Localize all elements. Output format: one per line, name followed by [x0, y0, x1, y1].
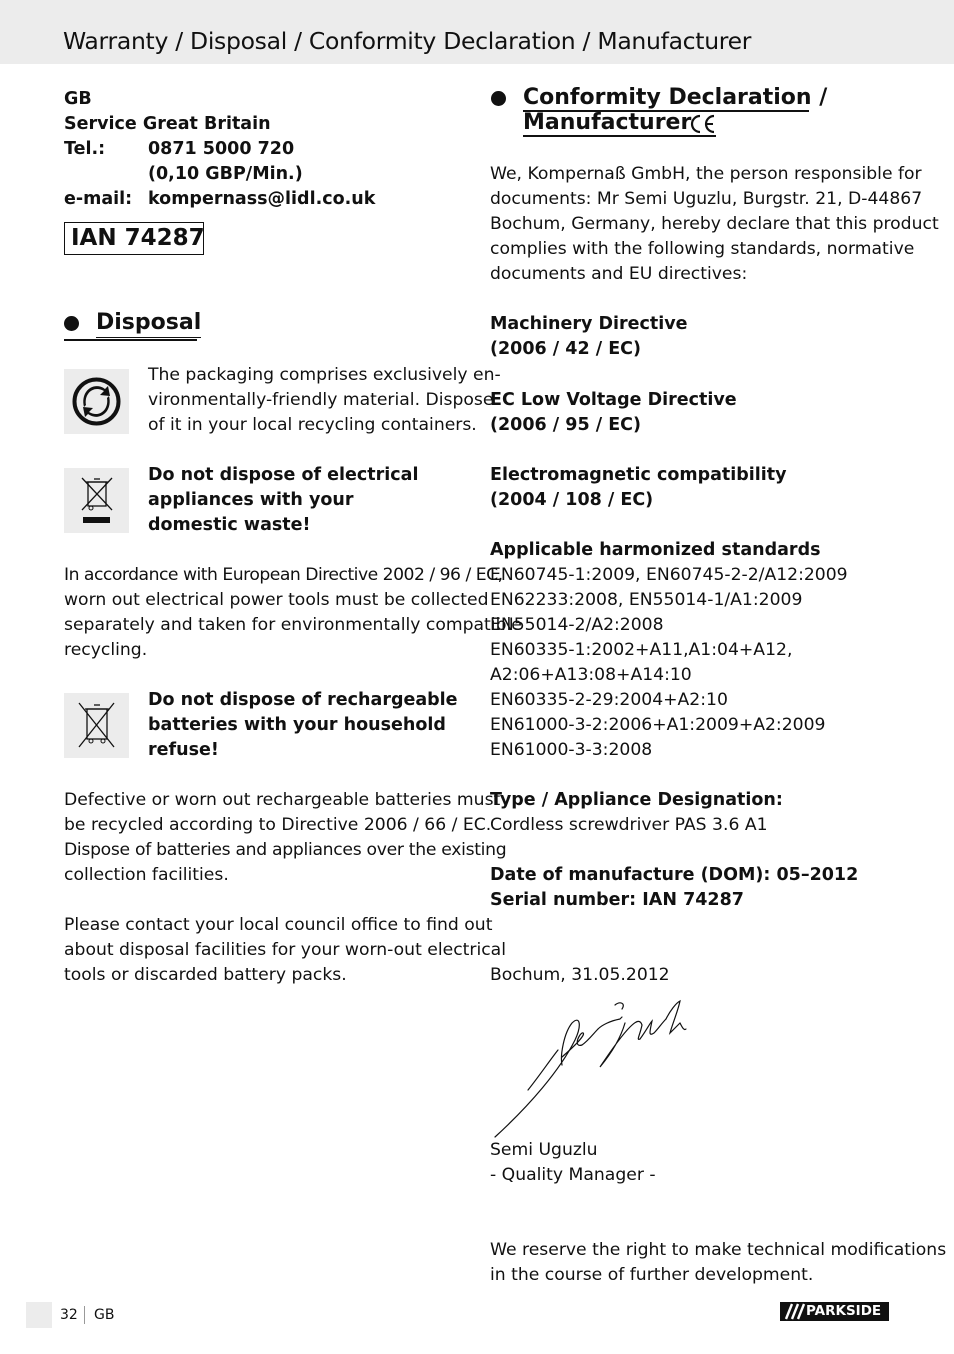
intro-line-4: complies with the following standards, normative — [490, 239, 915, 259]
council-para-line-3: tools or discarded battery packs. — [64, 965, 347, 985]
emc-directive: Electromagnetic compatibility — [490, 465, 787, 485]
parkside-logo-text: PARKSIDE — [806, 1303, 882, 1319]
batteries-para-line-3: Dispose of batteries and appliances over the existing — [64, 840, 507, 860]
standard-line-2: EN62233:2008, EN55014-1/A1:2009 — [490, 590, 803, 610]
council-para-line-2: about disposal facilities for your worn-out electrical — [64, 940, 506, 960]
standard-line-7: EN61000-3-2:2006+A1:2009+A2:2009 — [490, 715, 826, 735]
batteries-para-line-2: be recycled according to Directive 2006 / 66 / EC. — [64, 815, 492, 835]
bullet-icon — [64, 316, 79, 331]
signer-name: Semi Uguzlu — [490, 1140, 598, 1160]
packaging-line-3: of it in your local recycling containers. — [148, 415, 477, 435]
warn-batteries-line-3: refuse! — [148, 740, 219, 760]
tel-value: 0871 5000 720 — [148, 139, 295, 159]
warn-electrical-line-1: Do not dispose of electrical — [148, 465, 419, 485]
intro-line-3: Bochum, Germany, hereby declare that this product — [490, 214, 939, 234]
tel-label: Tel.: — [64, 139, 106, 159]
recycling-icon-box — [64, 369, 129, 434]
warn-electrical-line-2: appliances with your — [148, 490, 354, 510]
disposal-heading-underline — [64, 339, 197, 341]
standard-line-6: EN60335-2-29:2004+A2:10 — [490, 690, 728, 710]
standards-title: Applicable harmonized standards — [490, 540, 821, 560]
conformity-heading-line-2: Manufacturer — [523, 110, 692, 135]
email-label: e-mail: — [64, 189, 133, 209]
reserve-line-1: We reserve the right to make technical modifications — [490, 1240, 947, 1260]
service-country: GB — [64, 89, 92, 109]
packaging-line-2: vironmentally-friendly material. Dispose — [148, 390, 494, 410]
batteries-para-line-1: Defective or worn out rechargeable batteries must — [64, 790, 501, 810]
footer-divider — [84, 1306, 85, 1324]
ce-mark-icon — [688, 113, 718, 139]
machinery-directive-code: (2006 / 42 / EC) — [490, 339, 642, 359]
electrical-para-line-2: worn out electrical power tools must be collected — [64, 590, 489, 610]
standard-line-3: EN55014-2/A2:2008 — [490, 615, 664, 635]
disposal-heading: Disposal — [96, 310, 201, 338]
standard-line-4: EN60335-1:2002+A11,A1:04+A12, — [490, 640, 793, 660]
tel-rate: (0,10 GBP/Min.) — [148, 164, 303, 184]
service-name: Service Great Britain — [64, 114, 271, 134]
battery-weee-icon-box — [64, 693, 129, 758]
council-para-line-1: Please contact your local council office to find out — [64, 915, 493, 935]
electrical-para-line-3: separately and taken for environmentally compatible — [64, 615, 522, 635]
low-voltage-directive-code: (2006 / 95 / EC) — [490, 415, 642, 435]
packaging-line-1: The packaging comprises exclusively en- — [148, 365, 501, 385]
footer-marker — [26, 1302, 52, 1328]
batteries-para-line-4: collection facilities. — [64, 865, 229, 885]
reserve-line-2: in the course of further development. — [490, 1265, 814, 1285]
intro-line-5: documents and EU directives: — [490, 264, 748, 284]
standard-line-8: EN61000-3-3:2008 — [490, 740, 653, 760]
serial-number: Serial number: IAN 74287 — [490, 890, 744, 910]
ian-number: IAN 74287 — [71, 225, 205, 251]
conformity-heading-line-1: Conformity Declaration / — [523, 85, 828, 110]
crossed-battery-bin-icon — [64, 693, 129, 758]
standard-line-5: A2:06+A13:08+A14:10 — [490, 665, 692, 685]
type-label: Type / Appliance Designation: — [490, 790, 783, 810]
emc-directive-code: (2004 / 108 / EC) — [490, 490, 654, 510]
signature-image — [490, 995, 700, 1144]
standard-line-1: EN60745-1:2009, EN60745-2-2/A12:2009 — [490, 565, 848, 585]
warn-batteries-line-1: Do not dispose of rechargeable — [148, 690, 458, 710]
signer-title: - Quality Manager - — [490, 1165, 656, 1185]
electrical-para-line-1: In accordance with European Directive 2002 / 96 / EC, — [64, 565, 503, 585]
type-value: Cordless screwdriver PAS 3.6 A1 — [490, 815, 768, 835]
intro-line-2: documents: Mr Semi Uguzlu, Burgstr. 21, D-44867 — [490, 189, 923, 209]
warn-electrical-line-3: domestic waste! — [148, 515, 311, 535]
crossed-bin-icon — [64, 468, 129, 533]
electrical-para-line-4: recycling. — [64, 640, 148, 660]
intro-line-1: We, Kompernaß GmbH, the person responsible for — [490, 164, 922, 184]
email-value[interactable]: kompernass@lidl.co.uk — [148, 189, 376, 209]
bullet-icon — [491, 91, 506, 106]
weee-icon-box — [64, 468, 129, 533]
place-date: Bochum, 31.05.2012 — [490, 965, 670, 985]
date-of-manufacture: Date of manufacture (DOM): 05–2012 — [490, 865, 859, 885]
low-voltage-directive: EC Low Voltage Directive — [490, 390, 737, 410]
page-title: Warranty / Disposal / Conformity Declaration / Manufacturer — [63, 27, 752, 55]
footer-language: GB — [94, 1307, 115, 1323]
green-dot-recycling-icon — [64, 369, 129, 434]
machinery-directive: Machinery Directive — [490, 314, 688, 334]
warn-batteries-line-2: batteries with your household — [148, 715, 446, 735]
page-number: 32 — [60, 1307, 78, 1323]
